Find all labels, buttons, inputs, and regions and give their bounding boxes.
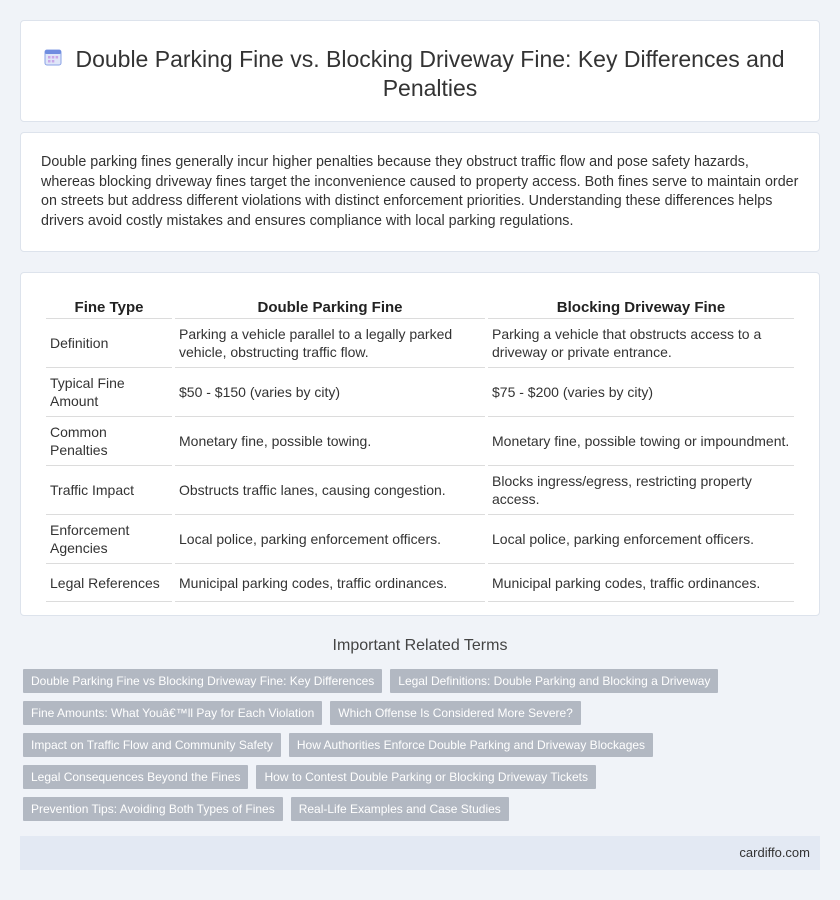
related-term-tag[interactable]: Legal Definitions: Double Parking and Blocking a Driveway [390, 669, 718, 693]
related-terms-list [23, 669, 813, 829]
row-label: Traffic Impact [46, 466, 172, 515]
table-cell: Parking a vehicle that obstructs access to a driveway or private entrance. [488, 319, 794, 368]
table-cell: Blocks ingress/egress, restricting property access. [488, 466, 794, 515]
related-term-tag[interactable]: Prevention Tips: Avoiding Both Types of Fines [23, 797, 283, 821]
table-row [46, 515, 794, 564]
table-cell: Municipal parking codes, traffic ordinances. [175, 564, 485, 602]
tag-row [23, 733, 813, 757]
tag-row [23, 797, 813, 821]
comparison-table-card [20, 272, 820, 616]
table-row [46, 319, 794, 368]
tag-row [23, 765, 813, 789]
row-label: Definition [46, 319, 172, 368]
column-header-blocking-driveway: Blocking Driveway Fine [488, 293, 794, 319]
related-terms-heading: Important Related Terms [332, 637, 508, 654]
footer [20, 836, 820, 870]
row-label: Legal References [46, 564, 172, 602]
related-term-tag[interactable]: Impact on Traffic Flow and Community Safety [23, 733, 281, 757]
table-cell: Municipal parking codes, traffic ordinances. [488, 564, 794, 602]
row-label: Common Penalties [46, 417, 172, 466]
related-term-tag[interactable]: Double Parking Fine vs Blocking Driveway Fine: Key Differences [23, 669, 382, 693]
table-cell: Local police, parking enforcement officers. [175, 515, 485, 564]
row-label: Enforcement Agencies [46, 515, 172, 564]
table-row [46, 564, 794, 602]
table-cell: Monetary fine, possible towing or impoundment. [488, 417, 794, 466]
table-header-row [46, 293, 794, 319]
calendar-icon [43, 47, 63, 67]
tag-row [23, 701, 813, 725]
intro-card [20, 132, 820, 252]
related-term-tag[interactable]: How to Contest Double Parking or Blocking Driveway Tickets [256, 765, 595, 789]
table-row [46, 368, 794, 417]
related-term-tag[interactable]: Real-Life Examples and Case Studies [291, 797, 509, 821]
table-cell: Obstructs traffic lanes, causing congestion. [175, 466, 485, 515]
table-cell: $75 - $200 (varies by city) [488, 368, 794, 417]
related-term-tag[interactable]: How Authorities Enforce Double Parking and Driveway Blockages [289, 733, 653, 757]
tag-row [23, 669, 813, 693]
page-title: Double Parking Fine vs. Blocking Driveway Fine: Key Differences and Penalties [75, 46, 785, 101]
table-row [46, 466, 794, 515]
related-term-tag[interactable]: Which Offense Is Considered More Severe? [330, 701, 581, 725]
table-cell: Monetary fine, possible towing. [175, 417, 485, 466]
table-cell: $50 - $150 (varies by city) [175, 368, 485, 417]
column-header-fine-type: Fine Type [46, 293, 172, 319]
table-cell: Parking a vehicle parallel to a legally parked vehicle, obstructing traffic flow. [175, 319, 485, 368]
related-term-tag[interactable]: Fine Amounts: What Youâ€™ll Pay for Each Violation [23, 701, 322, 725]
intro-paragraph: Double parking fines generally incur higher penalties because they obstruct traffic flow and pose safety hazards, whereas blocking driveway fines target the inconvenience caused to property access. Both fines serve to maintain order on streets but address different violations with distinct enforcement priorities. Understanding these differences helps drivers avoid costly mistakes and ensures compliance with local parking regulations. [41, 154, 799, 229]
comparison-table [43, 293, 797, 602]
footer-site-link[interactable]: cardiffo.com [739, 845, 810, 860]
table-cell: Local police, parking enforcement officers. [488, 515, 794, 564]
related-term-tag[interactable]: Legal Consequences Beyond the Fines [23, 765, 248, 789]
header-card [20, 20, 820, 122]
column-header-double-parking: Double Parking Fine [175, 293, 485, 319]
table-row [46, 417, 794, 466]
row-label: Typical Fine Amount [46, 368, 172, 417]
